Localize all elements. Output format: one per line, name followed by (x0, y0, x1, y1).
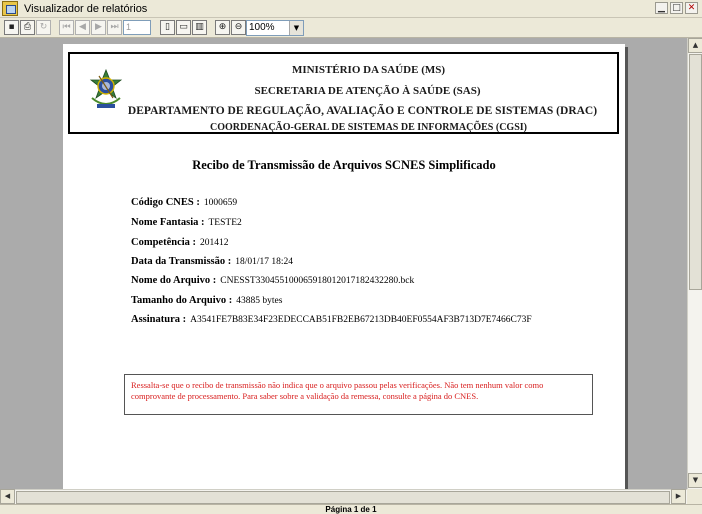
disclaimer-notice: Ressalta-se que o recibo de transmissão não indica que o arquivo passou pelas verificações. Não tem nenhum valor como comprovante de processamento. Para saber sobre a validação da remessa, consulte a página do CNES. (124, 374, 593, 415)
header-line-ministry: MINISTÉRIO DA SAÚDE (MS) (291, 64, 446, 76)
field-label: Assinatura : (131, 314, 187, 325)
report-header (68, 52, 619, 134)
field-label: Nome do Arquivo : (131, 275, 217, 286)
header-line-department: DEPARTAMENTO DE REGULAÇÃO, AVALIAÇÃO E CONTROLE DE SISTEMAS (DRAC) (127, 105, 598, 117)
app-icon (2, 1, 18, 16)
page-indicator: Página 1 de 1 (325, 505, 377, 514)
field-file-name (131, 274, 414, 286)
toolbar (0, 18, 702, 38)
window-title: Visualizador de relatórios (24, 3, 148, 15)
first-page-icon[interactable]: ⏮ (59, 20, 74, 35)
field-value: 43885 bytes (236, 296, 283, 306)
chevron-down-icon[interactable]: ▼ (289, 21, 303, 35)
field-transmission-date (131, 255, 293, 267)
refresh-icon[interactable]: ↻ (36, 20, 51, 35)
zoom-out-icon[interactable]: ⊖ (231, 20, 246, 35)
save-icon[interactable]: ▪ (4, 20, 19, 35)
field-file-size (131, 294, 282, 306)
vertical-scrollbar[interactable] (687, 38, 702, 489)
scroll-down-icon[interactable]: ▼ (688, 473, 702, 488)
field-label: Competência : (131, 237, 197, 248)
page-width-icon[interactable]: ▭ (176, 20, 191, 35)
previous-page-icon[interactable]: ◀ (75, 20, 90, 35)
scroll-up-icon[interactable]: ▲ (688, 38, 702, 53)
field-label: Nome Fantasia : (131, 217, 205, 228)
print-icon[interactable]: ⎙ (20, 20, 35, 35)
horizontal-scrollbar[interactable] (0, 489, 687, 504)
report-title: Recibo de Transmissão de Arquivos SCNES Simplificado (192, 158, 496, 172)
field-competence (131, 236, 229, 248)
report-viewer (0, 38, 687, 489)
minimize-button[interactable]: ▁ (655, 2, 668, 14)
field-value: 201412 (200, 238, 229, 248)
scroll-corner (687, 489, 702, 504)
field-value: 1000659 (203, 198, 238, 208)
header-line-secretariat: SECRETARIA DE ATENÇÃO À SAÚDE (SAS) (254, 85, 481, 97)
field-label: Código CNES : (131, 197, 200, 208)
close-button[interactable]: ✕ (685, 2, 698, 14)
next-page-icon[interactable]: ▶ (91, 20, 106, 35)
field-label: Data da Transmissão : (131, 256, 232, 267)
field-value: TESTE2 (208, 218, 242, 228)
page-number-input[interactable]: 1 (123, 20, 151, 35)
maximize-button[interactable]: □ (670, 2, 683, 14)
report-page (63, 44, 625, 489)
status-bar (0, 504, 702, 514)
field-label: Tamanho do Arquivo : (131, 295, 233, 306)
two-pages-icon[interactable]: ▥ (192, 20, 207, 35)
vertical-scroll-thumb[interactable] (689, 54, 702, 290)
field-value: 18/01/17 18:24 (235, 257, 294, 267)
horizontal-scroll-thumb[interactable] (16, 491, 670, 504)
scroll-right-icon[interactable]: ▶ (671, 489, 686, 504)
zoom-value: 100% (249, 22, 275, 33)
header-line-coordination: COORDENAÇÃO-GERAL DE SISTEMAS DE INFORMAÇÕES (CGSI) (210, 122, 527, 133)
field-trade-name (131, 216, 242, 228)
field-cnes-code (131, 196, 237, 208)
scroll-left-icon[interactable]: ◀ (0, 489, 15, 504)
single-page-icon[interactable]: ▯ (160, 20, 175, 35)
field-value: CNESST330455100065918012017182432280.bck (220, 276, 415, 286)
field-signature (131, 313, 532, 325)
zoom-select[interactable] (246, 20, 304, 36)
last-page-icon[interactable]: ⏭ (107, 20, 122, 35)
title-bar (0, 0, 702, 18)
zoom-in-icon[interactable]: ⊕ (215, 20, 230, 35)
field-value: A3541FE7B83E34F23EDECCAB51FB2EB67213DB40EF0554AF3B713D7E7466C73F (190, 315, 532, 325)
